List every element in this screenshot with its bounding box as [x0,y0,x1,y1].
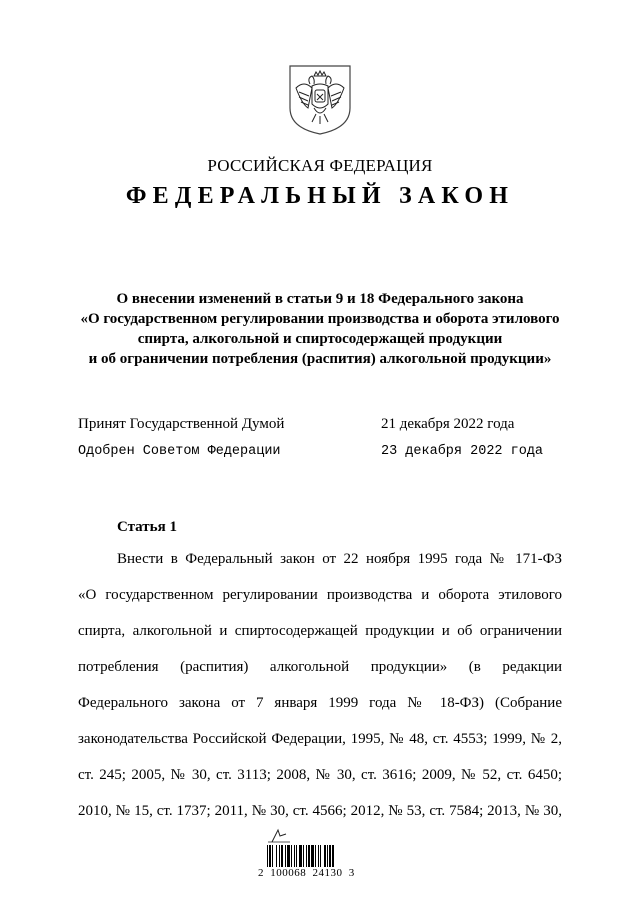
barcode-bar [291,845,292,867]
barcode-bar [285,845,286,867]
barcode-bar [308,845,310,867]
barcode-bar [315,845,316,867]
barcode-bar [267,845,268,867]
coat-of-arms-icon [288,64,352,136]
barcode-bar [294,845,295,867]
article-text-line: 2010, № 15, ст. 1737; 2011, № 30, ст. 4566; 2012, № 53, ст. 7584; 2013, № 30, [78,803,562,819]
barcode-bar [318,845,319,867]
barcode-bar [327,845,328,867]
adopted-date: 21 декабря 2022 года [381,416,515,432]
approved-label: Одобрен Советом Федерации [78,444,281,459]
barcode-bar [296,845,297,867]
law-title [70,289,570,369]
barcode-bar [303,845,304,867]
article-text-line: законодательства Российской Федерации, 1995, № 48, ст. 4553; 1999, № 2, [78,731,562,747]
publisher-mark-icon [266,828,292,844]
article-text-line: ст. 245; 2005, № 30, ст. 3113; 2008, № 30, ст. 3616; 2009, № 52, ст. 6450; [78,767,562,783]
article-text-line: «О государственном регулировании производства и оборота этилового [78,587,562,603]
article-text-line: Внести в Федеральный закон от 22 ноября 1995 года № 171-ФЗ [117,551,562,567]
barcode-bar [306,845,307,867]
barcode-bar [272,845,273,867]
country-name: РОССИЙСКАЯ ФЕДЕРАЦИЯ [207,156,433,175]
law-title-line: О внесении изменений в статьи 9 и 18 Федерального закона [116,291,524,307]
article-heading: Статья 1 [117,519,177,535]
law-title-line: «О государственном регулировании производства и оборота этилового [80,311,560,327]
law-title-line: спирта, алкогольной и спиртосодержащей продукции [137,331,503,347]
barcode-bar [287,845,290,867]
barcode-bar [299,845,302,867]
law-title-line: и об ограничении потребления (распития) алкогольной продукции» [88,351,552,367]
article-text-line: потребления (распития) алкогольной продукции» (в редакции [78,659,562,675]
barcode-bar [332,845,334,867]
adopted-label: Принят Государственной Думой [78,416,285,432]
barcode-number: 2 100068 24130 3 [258,867,355,879]
barcode-bar [279,845,280,867]
barcode-bar [276,845,277,867]
article-text-line: спирта, алкогольной и спиртосодержащей продукции и об ограничении [78,623,562,639]
barcode-bar [329,845,331,867]
article-text-line: Федерального закона от 7 января 1999 года № 18-ФЗ) (Собрание [78,695,562,711]
barcode-bar [324,845,326,867]
barcode-bar [311,845,314,867]
barcode-bar [269,845,271,867]
document-type: ФЕДЕРАЛЬНЫЙ ЗАКОН [125,183,515,209]
barcode-bar [320,845,321,867]
barcode [266,845,372,867]
approved-date: 23 декабря 2022 года [381,444,544,459]
barcode-bar [281,845,283,867]
